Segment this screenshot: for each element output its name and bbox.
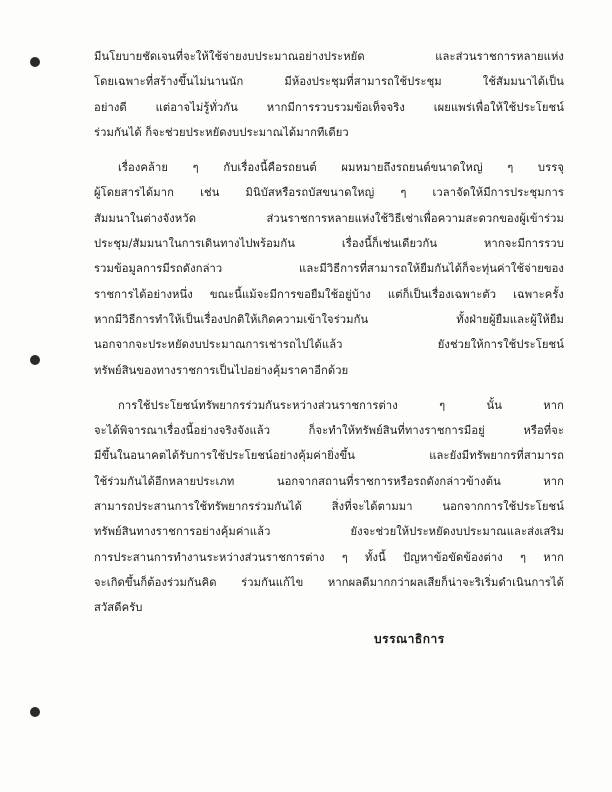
document-body	[94, 44, 564, 621]
paragraph-3	[94, 393, 564, 621]
text-line: จะเกิดขึ้นก็ต้องร่วมกันคิด ร่วมกันแก้ไข หากผลดีมากกว่าผลเสียก็น่าจะริเริ่มดำเนินการได้	[94, 575, 564, 589]
signature: บรรณาธิการ	[374, 632, 445, 646]
text-line: อย่างดี แต่อาจไม่รู้ทั่วกัน หากมีการรวบรวมข้อเท็จจริง เผยแพร่เพื่อให้ใช้ประโยชน์	[94, 100, 564, 114]
text-line: หากมีวิธีการทำให้เป็นเรื่องปกติให้เกิดความเข้าใจร่วมกัน ทั้งฝ่ายผู้ยืมและผู้ให้ยืม	[94, 312, 564, 326]
text-line: จะได้พิจารณาเรื่องนี้อย่างจริงจังแล้ว ก็จะทำให้ทรัพย์สินที่ทางราชการมีอยู่ หรือที่จะ	[94, 424, 564, 438]
text-line: เรื่องคล้าย ๆ กับเรื่องนี้คือรถยนต์ ผมหมายถึงรถยนต์ขนาดใหญ่ ๆ บรรจุ	[118, 161, 564, 175]
text-line: รวมข้อมูลการมีรถดังกล่าว และมีวิธีการที่สามารถให้ยืมกันได้ก็จะทุ่นค่าใช้จ่ายของ	[94, 262, 564, 276]
text-line: การประสานการทำงานระหว่างส่วนราชการต่าง ๆ ทั้งนี้ ปัญหาข้อขัดข้องต่าง ๆ หาก	[94, 550, 564, 564]
text-line: นอกจากจะประหยัดงบประมาณการเช่ารถไปได้แล้ว ยังช่วยให้การใช้ประโยชน์	[94, 338, 564, 352]
paragraph-2	[94, 155, 564, 383]
closing-line: สวัสดีครับ	[94, 601, 143, 615]
text-line: ผู้โดยสารได้มาก เช่น มินิบัสหรือรถบัสขนาดใหญ่ ๆ เวลาจัดให้มีการประชุมการ	[94, 186, 564, 200]
text-line: โดยเฉพาะที่สร้างขึ้นไม่นานนัก มีห้องประชุมที่สามารถใช้ประชุม ใช้สัมมนาได้เป็น	[94, 75, 564, 89]
paragraph-1	[94, 44, 564, 145]
text-line: มีขึ้นในอนาคตได้รับการใช้ประโยชน์อย่างคุ้มค่ายิ่งขึ้น และยังมีทรัพยากรที่สามารถ	[94, 449, 564, 463]
binder-hole-top	[30, 57, 40, 67]
text-line: ใช้ร่วมกันได้อีกหลายประเภท นอกจากสถานที่ราชการหรือรถดังกล่าวข้างต้น หาก	[94, 474, 564, 488]
text-line: ประชุม/สัมมนาในการเดินทางไปพร้อมกัน เรื่องนี้ก็เช่นเดียวกัน หากจะมีการรวบ	[94, 237, 564, 251]
binder-hole-bottom	[30, 707, 40, 717]
text-line: ร่วมกันได้ ก็จะช่วยประหยัดงบประมาณได้มากทีเดียว	[94, 125, 349, 139]
binder-hole-middle	[30, 355, 40, 365]
text-line: สัมมนาในต่างจังหวัด ส่วนราชการหลายแห่งใช้วิธีเช่าเพื่อความสะดวกของผู้เข้าร่วม	[94, 211, 564, 225]
text-line: สามารถประสานการใช้ทรัพยากรร่วมกันได้ สิ่งที่จะได้ตามมา นอกจากการใช้ประโยชน์	[94, 500, 564, 514]
text-line: การใช้ประโยชน์ทรัพยากรร่วมกันระหว่างส่วนราชการต่าง ๆ นั้น หาก	[118, 398, 564, 412]
text-line: ทรัพย์สินของทางราชการเป็นไปอย่างคุ้มราคาอีกด้วย	[94, 363, 349, 377]
text-line: มีนโยบายชัดเจนที่จะให้ใช้จ่ายงบประมาณอย่างประหยัด และส่วนราชการหลายแห่ง	[94, 50, 564, 63]
text-line: ทรัพย์สินทางราชการอย่างคุ้มค่าแล้ว ยังจะช่วยให้ประหยัดงบประมาณและส่งเสริม	[94, 525, 564, 539]
text-line: ราชการได้อย่างหนึ่ง ขณะนี้แม้จะมีการขอยืมใช้อยู่บ้าง แต่ก็เป็นเรื่องเฉพาะตัว เฉพาะครั้ง	[94, 287, 564, 301]
